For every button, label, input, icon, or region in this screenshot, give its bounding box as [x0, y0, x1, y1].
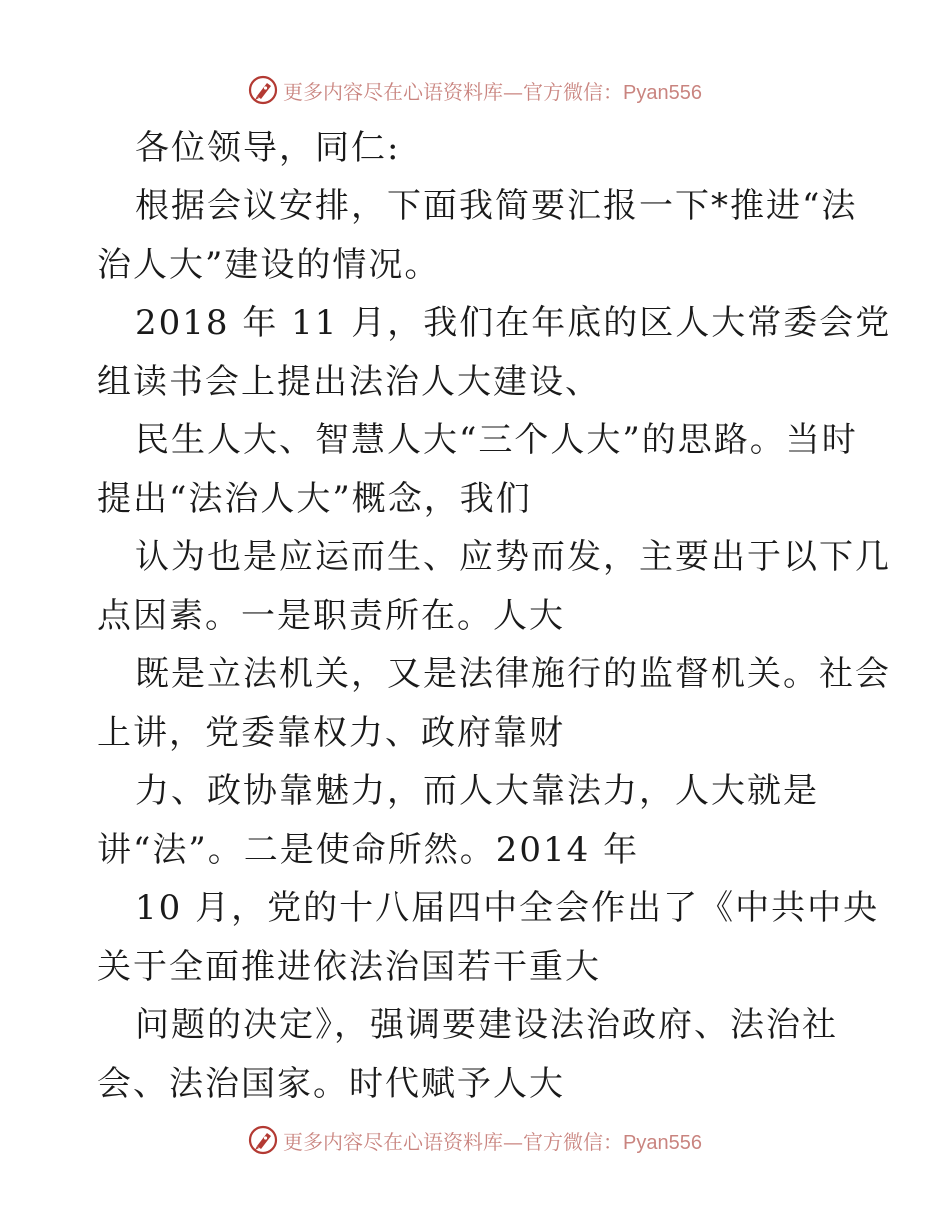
text-line: 组读书会上提出法治人大建设、 — [97, 362, 601, 402]
text-line: 各位领导，同仁: — [135, 128, 401, 168]
text-line: 点因素。一是职责所在。人大 — [97, 596, 565, 636]
text-line: 问题的决定》，强调要建设法治政府、法治社 — [135, 1005, 838, 1045]
text-line: 认为也是应运而生、应势而发，主要出于以下几 — [135, 537, 891, 577]
footer-watermark — [0, 1118, 950, 1162]
text-line: 提出“法治人大”概念，我们 — [97, 479, 532, 519]
text-line: 既是立法机关，又是法律施行的监督机关。社会 — [135, 654, 891, 694]
text-line: 力、政协靠魅力，而人大靠法力，人大就是 — [135, 771, 819, 811]
text-line: 治人大”建设的情况。 — [97, 245, 441, 285]
watermark-text: 更多内容尽在心语资料库—官方微信：Pyan556 — [283, 1129, 702, 1154]
wechat-id: Pyan556 — [623, 1131, 702, 1154]
text-line: 根据会议安排，下面我简要汇报一下*推进“法 — [135, 186, 858, 226]
text-line: 上讲，党委靠权力、政府靠财 — [97, 713, 565, 753]
wechat-id: Pyan556 — [623, 81, 702, 104]
text-line: 2018 年 11 月，我们在年底的区人大常委会党 — [135, 303, 892, 343]
pen-nib-logo-icon — [248, 1125, 278, 1155]
text-line: 民生人大、智慧人大“三个人大”的思路。当时 — [135, 420, 858, 460]
text-line: 会、法治国家。时代赋予人大 — [97, 1064, 565, 1104]
text-line: 10 月，党的十八届四中全会作出了《中共中央 — [135, 888, 880, 928]
text-line: 关于全面推进依法治国若干重大 — [97, 947, 601, 987]
watermark-text: 更多内容尽在心语资料库—官方微信：Pyan556 — [283, 79, 702, 104]
text-line: 讲“法”。二是使命所然。2014 年 — [97, 830, 640, 870]
